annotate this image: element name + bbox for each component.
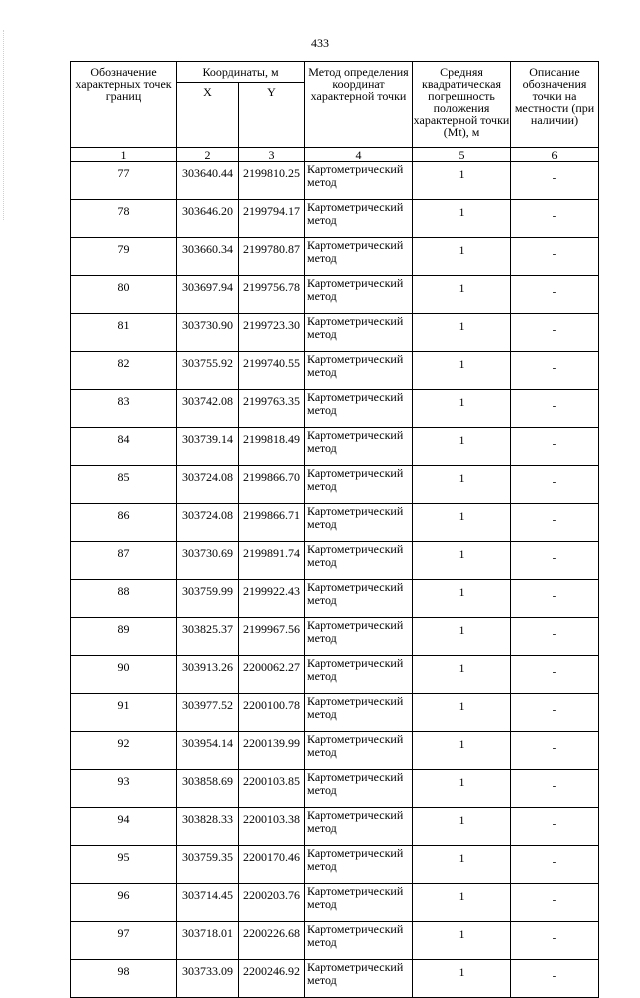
mean-error-cell: 1 xyxy=(413,846,511,884)
column-number: 5 xyxy=(413,148,511,162)
method-cell: Картометрический метод xyxy=(305,884,413,922)
method-cell: Картометрический метод xyxy=(305,504,413,542)
x-coordinate-cell: 303714.45 xyxy=(177,884,239,922)
point-cell: 96 xyxy=(71,884,177,922)
description-cell xyxy=(511,200,599,238)
description-cell xyxy=(511,732,599,770)
y-coordinate-cell: 2199723.30 xyxy=(239,314,305,352)
y-coordinate-cell: 2200203.76 xyxy=(239,884,305,922)
x-coordinate-cell: 303718.01 xyxy=(177,922,239,960)
description-cell xyxy=(511,846,599,884)
table-row xyxy=(71,808,599,846)
header-method: Метод определения координат характерной точки xyxy=(305,62,413,148)
description-dash: - xyxy=(552,856,557,868)
point-cell: 97 xyxy=(71,922,177,960)
mean-error-cell: 1 xyxy=(413,580,511,618)
y-coordinate-cell: 2199756.78 xyxy=(239,276,305,314)
method-cell: Картометрический метод xyxy=(305,694,413,732)
method-cell: Картометрический метод xyxy=(305,238,413,276)
description-cell xyxy=(511,884,599,922)
description-dash: - xyxy=(552,932,557,944)
mean-error-cell: 1 xyxy=(413,352,511,390)
table-row xyxy=(71,694,599,732)
table-row xyxy=(71,428,599,466)
x-coordinate-cell: 303755.92 xyxy=(177,352,239,390)
description-dash: - xyxy=(552,628,557,640)
description-cell xyxy=(511,428,599,466)
x-coordinate-cell: 303759.99 xyxy=(177,580,239,618)
point-cell: 98 xyxy=(71,960,177,998)
mean-error-cell: 1 xyxy=(413,618,511,656)
table-row xyxy=(71,960,599,998)
description-dash: - xyxy=(552,894,557,906)
table-row xyxy=(71,922,599,960)
description-cell xyxy=(511,390,599,428)
description-dash: - xyxy=(552,514,557,526)
header-x: X xyxy=(177,83,239,148)
table-row xyxy=(71,770,599,808)
x-coordinate-cell: 303742.08 xyxy=(177,390,239,428)
y-coordinate-cell: 2199794.17 xyxy=(239,200,305,238)
description-cell xyxy=(511,808,599,846)
table-row xyxy=(71,504,599,542)
method-cell: Картометрический метод xyxy=(305,960,413,998)
boundary-points-table xyxy=(70,61,599,998)
y-coordinate-cell: 2199891.74 xyxy=(239,542,305,580)
point-cell: 82 xyxy=(71,352,177,390)
method-cell: Картометрический метод xyxy=(305,618,413,656)
point-cell: 86 xyxy=(71,504,177,542)
mean-error-cell: 1 xyxy=(413,466,511,504)
description-dash: - xyxy=(552,552,557,564)
mean-error-cell: 1 xyxy=(413,960,511,998)
method-cell: Картометрический метод xyxy=(305,390,413,428)
description-cell xyxy=(511,694,599,732)
y-coordinate-cell: 2200062.27 xyxy=(239,656,305,694)
x-coordinate-cell: 303739.14 xyxy=(177,428,239,466)
point-cell: 94 xyxy=(71,808,177,846)
table-row xyxy=(71,580,599,618)
description-dash: - xyxy=(552,970,557,982)
scan-edge-mark xyxy=(3,30,5,220)
column-number-row xyxy=(71,148,599,162)
description-dash: - xyxy=(552,666,557,678)
y-coordinate-cell: 2199866.70 xyxy=(239,466,305,504)
mean-error-cell: 1 xyxy=(413,656,511,694)
point-cell: 78 xyxy=(71,200,177,238)
table-row xyxy=(71,618,599,656)
column-number: 6 xyxy=(511,148,599,162)
point-cell: 84 xyxy=(71,428,177,466)
header-y: Y xyxy=(239,83,305,148)
x-coordinate-cell: 303733.09 xyxy=(177,960,239,998)
point-cell: 91 xyxy=(71,694,177,732)
mean-error-cell: 1 xyxy=(413,542,511,580)
table-row xyxy=(71,884,599,922)
mean-error-cell: 1 xyxy=(413,428,511,466)
page-number: 433 xyxy=(311,36,329,50)
point-cell: 80 xyxy=(71,276,177,314)
description-dash: - xyxy=(552,704,557,716)
point-cell: 88 xyxy=(71,580,177,618)
mean-error-cell: 1 xyxy=(413,732,511,770)
point-cell: 81 xyxy=(71,314,177,352)
mean-error-cell: 1 xyxy=(413,200,511,238)
column-number: 3 xyxy=(239,148,305,162)
x-coordinate-cell: 303828.33 xyxy=(177,808,239,846)
description-cell xyxy=(511,238,599,276)
mean-error-cell: 1 xyxy=(413,238,511,276)
point-cell: 85 xyxy=(71,466,177,504)
description-dash: - xyxy=(552,248,557,260)
description-cell xyxy=(511,352,599,390)
table-row xyxy=(71,656,599,694)
description-dash: - xyxy=(552,742,557,754)
method-cell: Картометрический метод xyxy=(305,314,413,352)
x-coordinate-cell: 303660.34 xyxy=(177,238,239,276)
point-cell: 95 xyxy=(71,846,177,884)
mean-error-cell: 1 xyxy=(413,770,511,808)
point-cell: 87 xyxy=(71,542,177,580)
point-cell: 93 xyxy=(71,770,177,808)
method-cell: Картометрический метод xyxy=(305,846,413,884)
header-description: Описание обозначения точки на местности (при наличии) xyxy=(511,62,599,148)
y-coordinate-cell: 2200103.85 xyxy=(239,770,305,808)
method-cell: Картометрический метод xyxy=(305,162,413,200)
description-cell xyxy=(511,314,599,352)
table-row xyxy=(71,732,599,770)
table-body xyxy=(71,162,599,998)
description-dash: - xyxy=(552,818,557,830)
y-coordinate-cell: 2200170.46 xyxy=(239,846,305,884)
method-cell: Картометрический метод xyxy=(305,542,413,580)
table-row xyxy=(71,200,599,238)
point-cell: 77 xyxy=(71,162,177,200)
x-coordinate-cell: 303697.94 xyxy=(177,276,239,314)
description-cell xyxy=(511,960,599,998)
description-dash: - xyxy=(552,438,557,450)
method-cell: Картометрический метод xyxy=(305,770,413,808)
description-dash: - xyxy=(552,324,557,336)
method-cell: Картометрический метод xyxy=(305,428,413,466)
description-cell xyxy=(511,618,599,656)
point-cell: 90 xyxy=(71,656,177,694)
method-cell: Картометрический метод xyxy=(305,732,413,770)
column-number: 4 xyxy=(305,148,413,162)
description-dash: - xyxy=(552,780,557,792)
point-cell: 83 xyxy=(71,390,177,428)
description-dash: - xyxy=(552,590,557,602)
method-cell: Картометрический метод xyxy=(305,466,413,504)
mean-error-cell: 1 xyxy=(413,276,511,314)
x-coordinate-cell: 303730.90 xyxy=(177,314,239,352)
description-dash: - xyxy=(552,286,557,298)
table-row xyxy=(71,846,599,884)
y-coordinate-cell: 2199818.49 xyxy=(239,428,305,466)
method-cell: Картометрический метод xyxy=(305,580,413,618)
table-row xyxy=(71,276,599,314)
description-dash: - xyxy=(552,210,557,222)
y-coordinate-cell: 2199810.25 xyxy=(239,162,305,200)
method-cell: Картометрический метод xyxy=(305,200,413,238)
mean-error-cell: 1 xyxy=(413,162,511,200)
description-dash: - xyxy=(552,172,557,184)
description-cell xyxy=(511,162,599,200)
y-coordinate-cell: 2200139.99 xyxy=(239,732,305,770)
x-coordinate-cell: 303977.52 xyxy=(177,694,239,732)
method-cell: Картометрический метод xyxy=(305,352,413,390)
y-coordinate-cell: 2200226.68 xyxy=(239,922,305,960)
description-dash: - xyxy=(552,400,557,412)
y-coordinate-cell: 2199922.43 xyxy=(239,580,305,618)
x-coordinate-cell: 303724.08 xyxy=(177,504,239,542)
y-coordinate-cell: 2199780.87 xyxy=(239,238,305,276)
method-cell: Картометрический метод xyxy=(305,276,413,314)
y-coordinate-cell: 2199967.56 xyxy=(239,618,305,656)
x-coordinate-cell: 303730.69 xyxy=(177,542,239,580)
table-row xyxy=(71,542,599,580)
description-cell xyxy=(511,770,599,808)
x-coordinate-cell: 303640.44 xyxy=(177,162,239,200)
method-cell: Картометрический метод xyxy=(305,922,413,960)
header-mean-error: Средняя квадратическая погрешность положения характерной точки (Mt), м xyxy=(413,62,511,148)
description-cell xyxy=(511,542,599,580)
y-coordinate-cell: 2199866.71 xyxy=(239,504,305,542)
y-coordinate-cell: 2199740.55 xyxy=(239,352,305,390)
x-coordinate-cell: 303724.08 xyxy=(177,466,239,504)
column-number: 1 xyxy=(71,148,177,162)
y-coordinate-cell: 2199763.35 xyxy=(239,390,305,428)
mean-error-cell: 1 xyxy=(413,314,511,352)
description-cell xyxy=(511,656,599,694)
y-coordinate-cell: 2200100.78 xyxy=(239,694,305,732)
description-dash: - xyxy=(552,476,557,488)
table-row xyxy=(71,162,599,200)
description-cell xyxy=(511,276,599,314)
x-coordinate-cell: 303913.26 xyxy=(177,656,239,694)
point-cell: 89 xyxy=(71,618,177,656)
x-coordinate-cell: 303825.37 xyxy=(177,618,239,656)
table-row xyxy=(71,352,599,390)
mean-error-cell: 1 xyxy=(413,922,511,960)
description-cell xyxy=(511,580,599,618)
x-coordinate-cell: 303759.35 xyxy=(177,846,239,884)
mean-error-cell: 1 xyxy=(413,694,511,732)
y-coordinate-cell: 2200103.38 xyxy=(239,808,305,846)
header-point-designation: Обозначение характерных точек границ xyxy=(71,62,177,148)
point-cell: 92 xyxy=(71,732,177,770)
y-coordinate-cell: 2200246.92 xyxy=(239,960,305,998)
header-coordinates: Координаты, м xyxy=(177,62,305,83)
description-cell xyxy=(511,466,599,504)
description-cell xyxy=(511,922,599,960)
table-row xyxy=(71,466,599,504)
x-coordinate-cell: 303954.14 xyxy=(177,732,239,770)
method-cell: Картометрический метод xyxy=(305,656,413,694)
mean-error-cell: 1 xyxy=(413,504,511,542)
description-cell xyxy=(511,504,599,542)
x-coordinate-cell: 303646.20 xyxy=(177,200,239,238)
table-row xyxy=(71,238,599,276)
table-row xyxy=(71,314,599,352)
mean-error-cell: 1 xyxy=(413,884,511,922)
description-dash: - xyxy=(552,362,557,374)
point-cell: 79 xyxy=(71,238,177,276)
x-coordinate-cell: 303858.69 xyxy=(177,770,239,808)
mean-error-cell: 1 xyxy=(413,808,511,846)
mean-error-cell: 1 xyxy=(413,390,511,428)
method-cell: Картометрический метод xyxy=(305,808,413,846)
table-row xyxy=(71,390,599,428)
column-number: 2 xyxy=(177,148,239,162)
